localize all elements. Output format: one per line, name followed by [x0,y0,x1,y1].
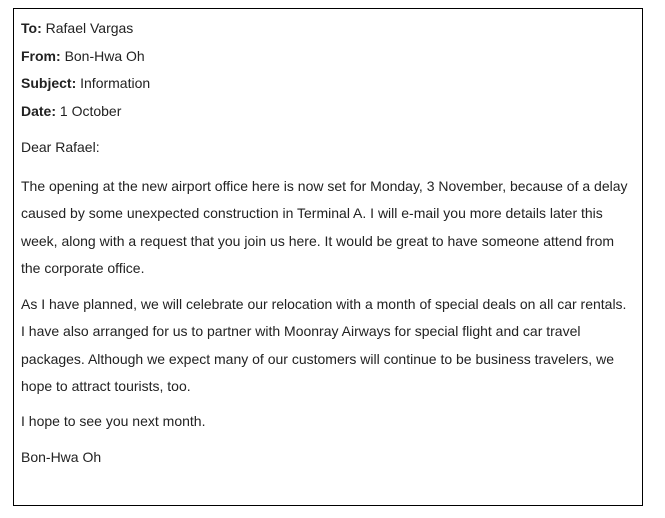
salutation: Dear Rafael: [21,138,100,155]
closing-line: I hope to see you next month. [21,412,206,429]
date-line [21,102,635,130]
memo-document [13,8,643,506]
body-paragraph: As I have planned, we will celebrate our relocation with a month of special deals on all car rentals. I have also arranged for us to partner with Moonray Airways for special flight and car travel packages. Although we expect many of our customers will continue to be business travelers, we hope to attract tourists, too. [21,295,627,395]
signature: Bon-Hwa Oh [21,448,102,465]
from-line [21,47,635,75]
date-value: 1 October [59,103,122,120]
subject-line [21,74,635,102]
subject-value: Information [80,75,151,92]
body-paragraph: The opening at the new airport office here is now set for Monday, 3 November, because of a delay caused by some unexpected construction in Terminal A. I will e-mail you more details later this week, along with a request that you join us here. It would be great to have someone attend from the corporate office. [21,177,628,277]
to-value: Rafael Vargas [45,20,134,36]
from-value: Bon-Hwa Oh [64,47,145,64]
subject-label: Subject: [21,75,77,92]
date-label: Date: [21,103,57,120]
to-label: To: [21,20,42,36]
to-line [21,19,635,47]
from-label: From: [21,47,61,64]
